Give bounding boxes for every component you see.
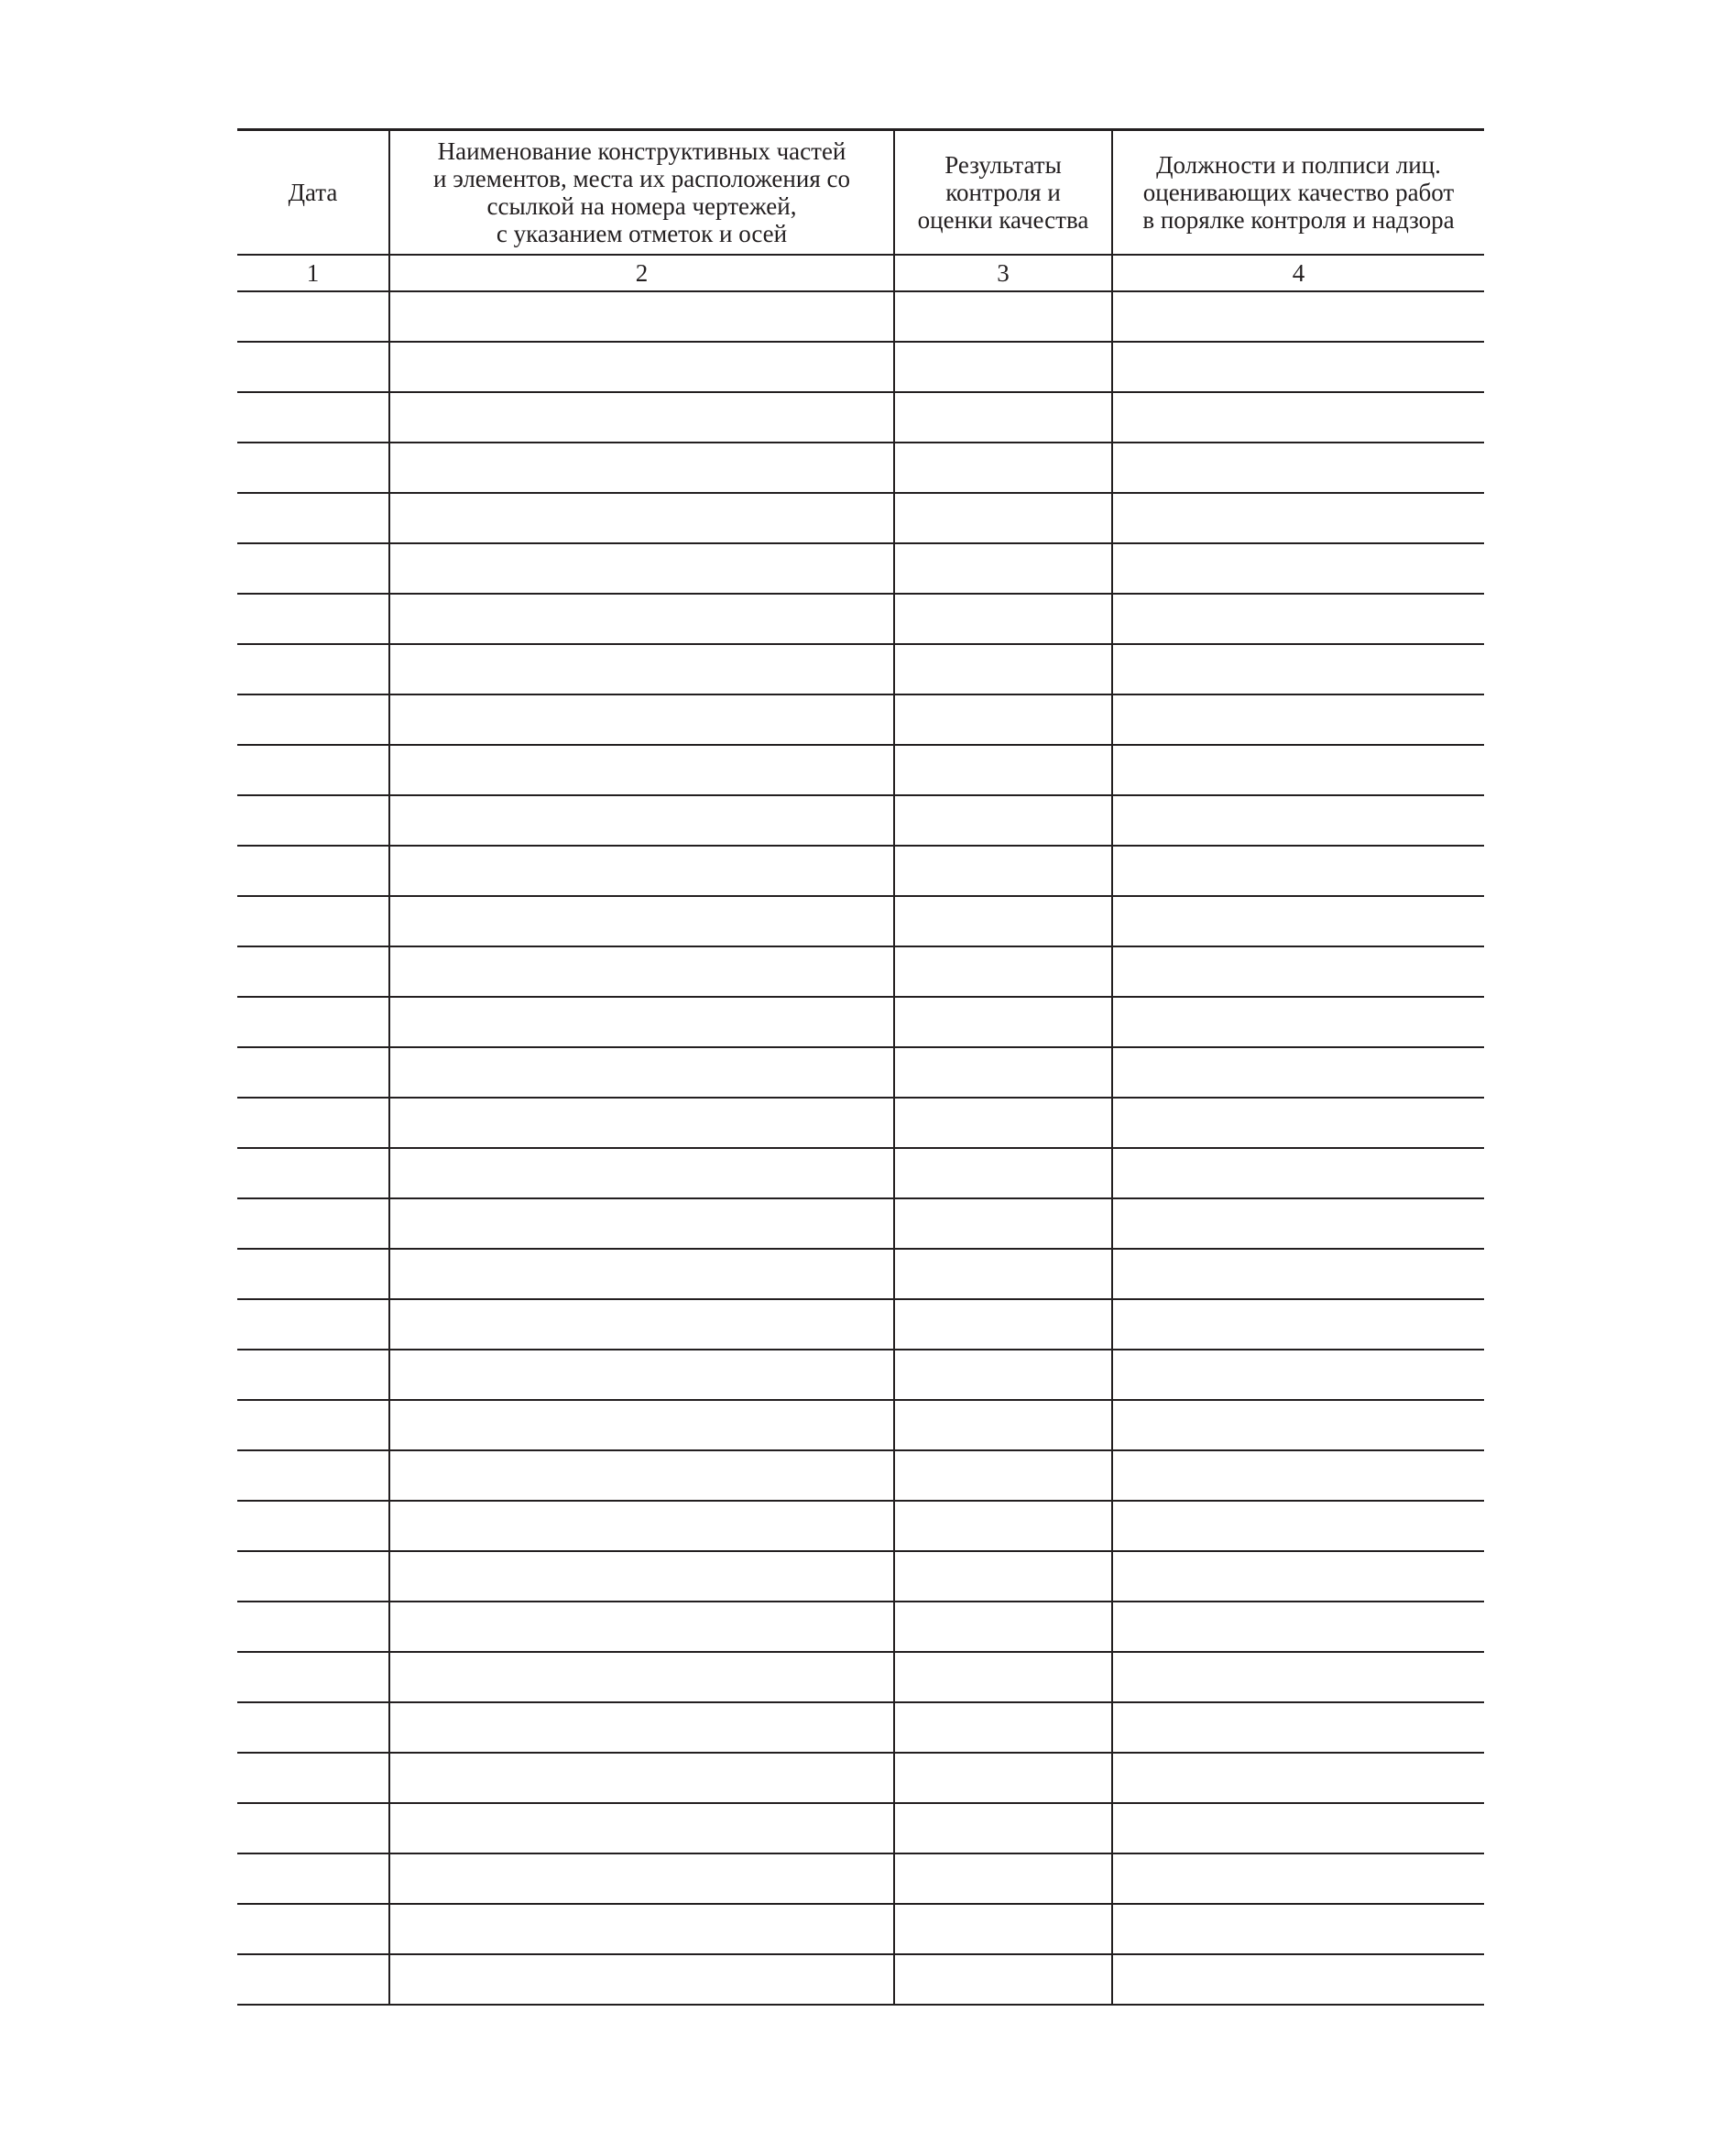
table-row: [237, 997, 1484, 1047]
column-number: 3: [894, 255, 1112, 291]
table-cell: [894, 644, 1112, 694]
table-cell: [237, 392, 389, 443]
table-cell: [894, 1148, 1112, 1198]
table-cell: [894, 1702, 1112, 1753]
table-cell: [237, 291, 389, 342]
table-cell: [389, 896, 894, 946]
table-cell: [389, 694, 894, 745]
table-cell: [389, 1400, 894, 1450]
table-cell: [237, 1853, 389, 1904]
table-cell: [389, 543, 894, 594]
table-row: [237, 1702, 1484, 1753]
table-header-row: [237, 130, 1484, 255]
table-row: [237, 543, 1484, 594]
table-cell: [237, 1148, 389, 1198]
table-cell: [1112, 493, 1484, 543]
table-row: [237, 846, 1484, 896]
table-cell: [389, 1551, 894, 1602]
table-row: [237, 443, 1484, 493]
table-cell: [894, 1753, 1112, 1803]
table-cell: [237, 946, 389, 997]
table-cell: [1112, 1450, 1484, 1501]
table-row: [237, 1904, 1484, 1954]
table-cell: [237, 1501, 389, 1551]
table-row: [237, 1954, 1484, 2005]
table-cell: [237, 594, 389, 644]
table-cell: [1112, 1853, 1484, 1904]
table-cell: [389, 795, 894, 846]
table-cell: [894, 1904, 1112, 1954]
table-cell: [237, 745, 389, 795]
header-date: Дата: [237, 130, 389, 255]
table-cell: [389, 1249, 894, 1299]
table-cell: [894, 1198, 1112, 1249]
table-row: [237, 946, 1484, 997]
table-cell: [894, 1602, 1112, 1652]
journal-table: [237, 128, 1484, 2006]
table-cell: [1112, 997, 1484, 1047]
table-cell: [1112, 1299, 1484, 1350]
table-cell: [894, 997, 1112, 1047]
table-cell: [237, 997, 389, 1047]
table-cell: [894, 1551, 1112, 1602]
table-cell: [389, 1350, 894, 1400]
table-cell: [894, 1299, 1112, 1350]
column-number: 1: [237, 255, 389, 291]
table-cell: [1112, 846, 1484, 896]
table-cell: [1112, 795, 1484, 846]
table-cell: [237, 1198, 389, 1249]
column-number: 2: [389, 255, 894, 291]
table-cell: [1112, 1753, 1484, 1803]
table-cell: [389, 1803, 894, 1853]
table-cell: [1112, 1551, 1484, 1602]
table-cell: [237, 1450, 389, 1501]
table-cell: [894, 1249, 1112, 1299]
table-body: [237, 291, 1484, 2005]
table-cell: [894, 846, 1112, 896]
table-cell: [894, 795, 1112, 846]
table-cell: [389, 1148, 894, 1198]
table-cell: [389, 1501, 894, 1551]
table-cell: [894, 694, 1112, 745]
table-cell: [894, 896, 1112, 946]
table-cell: [894, 594, 1112, 644]
table-cell: [389, 1904, 894, 1954]
table-cell: [1112, 946, 1484, 997]
table-cell: [237, 1904, 389, 1954]
table-cell: [894, 543, 1112, 594]
table-cell: [894, 1450, 1112, 1501]
table-cell: [894, 1652, 1112, 1702]
table-cell: [237, 1350, 389, 1400]
table-cell: [237, 644, 389, 694]
table-cell: [1112, 342, 1484, 392]
table-cell: [389, 1753, 894, 1803]
table-cell: [389, 1702, 894, 1753]
table-row: [237, 644, 1484, 694]
table-row: [237, 1803, 1484, 1853]
table-row: [237, 1249, 1484, 1299]
column-number: 4: [1112, 255, 1484, 291]
table-cell: [1112, 1249, 1484, 1299]
table-cell: [894, 291, 1112, 342]
table-cell: [389, 946, 894, 997]
table-row: [237, 594, 1484, 644]
table-cell: [389, 745, 894, 795]
table-cell: [894, 1954, 1112, 2005]
table-cell: [389, 1047, 894, 1098]
table-cell: [237, 1803, 389, 1853]
table-cell: [1112, 392, 1484, 443]
table-cell: [237, 1098, 389, 1148]
table-cell: [237, 1602, 389, 1652]
table-cell: [389, 342, 894, 392]
table-cell: [894, 1098, 1112, 1148]
table-cell: [1112, 1400, 1484, 1450]
table-row: [237, 1753, 1484, 1803]
table-cell: [1112, 745, 1484, 795]
table-cell: [1112, 291, 1484, 342]
table-row: [237, 1400, 1484, 1450]
table-cell: [894, 1501, 1112, 1551]
table-cell: [237, 1400, 389, 1450]
table-cell: [389, 443, 894, 493]
header-elements-description: Наименование конструктивных частей и элементов, места их расположения со ссылкой на номера чертежей, с указанием отметок и осей: [389, 130, 894, 255]
table-cell: [237, 1954, 389, 2005]
table-cell: [389, 644, 894, 694]
table-cell: [237, 543, 389, 594]
table-cell: [1112, 694, 1484, 745]
table-cell: [1112, 896, 1484, 946]
table-row: [237, 1098, 1484, 1148]
table-row: [237, 1198, 1484, 1249]
table-row: [237, 493, 1484, 543]
header-positions-signatures: Должности и полписи лиц. оценивающих качество работ в порялке контроля и надзора: [1112, 130, 1484, 255]
table-row: [237, 896, 1484, 946]
header-control-results: Результаты контроля и оценки качества: [894, 130, 1112, 255]
table-cell: [1112, 1954, 1484, 2005]
table-cell: [237, 694, 389, 745]
table-cell: [237, 1299, 389, 1350]
table-cell: [237, 1702, 389, 1753]
table-row: [237, 1602, 1484, 1652]
table-cell: [1112, 1702, 1484, 1753]
table-row: [237, 291, 1484, 342]
table-cell: [389, 1954, 894, 2005]
table-cell: [894, 1853, 1112, 1904]
table-cell: [237, 493, 389, 543]
table-row: [237, 392, 1484, 443]
table-cell: [389, 997, 894, 1047]
table-cell: [1112, 644, 1484, 694]
table-cell: [1112, 1803, 1484, 1853]
table-cell: [237, 1753, 389, 1803]
table-row: [237, 694, 1484, 745]
table-row: [237, 1652, 1484, 1702]
table-cell: [894, 342, 1112, 392]
table-cell: [1112, 1501, 1484, 1551]
table-row: [237, 1148, 1484, 1198]
table-cell: [1112, 1198, 1484, 1249]
table-cell: [1112, 1047, 1484, 1098]
column-number-row: [237, 255, 1484, 291]
table-cell: [237, 846, 389, 896]
table-cell: [237, 1047, 389, 1098]
table-cell: [1112, 1148, 1484, 1198]
table-row: [237, 745, 1484, 795]
table-cell: [1112, 543, 1484, 594]
table-cell: [389, 1098, 894, 1148]
table-cell: [894, 392, 1112, 443]
table-cell: [1112, 1904, 1484, 1954]
table-cell: [389, 1198, 894, 1249]
table-cell: [237, 795, 389, 846]
table-row: [237, 795, 1484, 846]
table-cell: [389, 291, 894, 342]
table-cell: [1112, 1652, 1484, 1702]
table-cell: [389, 1299, 894, 1350]
table-cell: [389, 1853, 894, 1904]
table-cell: [1112, 443, 1484, 493]
table-cell: [894, 745, 1112, 795]
table-cell: [389, 1652, 894, 1702]
table-cell: [894, 1047, 1112, 1098]
table-row: [237, 1853, 1484, 1904]
table-cell: [237, 1652, 389, 1702]
table-cell: [237, 896, 389, 946]
table-cell: [894, 946, 1112, 997]
table-cell: [237, 342, 389, 392]
table-cell: [894, 1350, 1112, 1400]
table-row: [237, 1299, 1484, 1350]
table-cell: [894, 1803, 1112, 1853]
table-cell: [237, 443, 389, 493]
table-row: [237, 1047, 1484, 1098]
table-cell: [237, 1249, 389, 1299]
table-cell: [389, 1450, 894, 1501]
table-row: [237, 1350, 1484, 1400]
table-cell: [894, 1400, 1112, 1450]
table-cell: [1112, 1098, 1484, 1148]
table-cell: [389, 493, 894, 543]
table-cell: [894, 443, 1112, 493]
table-row: [237, 1450, 1484, 1501]
table-cell: [1112, 1350, 1484, 1400]
table-row: [237, 1501, 1484, 1551]
table-row: [237, 1551, 1484, 1602]
table-cell: [894, 493, 1112, 543]
table-cell: [1112, 594, 1484, 644]
table-row: [237, 342, 1484, 392]
table-cell: [237, 1551, 389, 1602]
table-cell: [1112, 1602, 1484, 1652]
table-cell: [389, 594, 894, 644]
table-cell: [389, 1602, 894, 1652]
table-cell: [389, 846, 894, 896]
table-cell: [389, 392, 894, 443]
